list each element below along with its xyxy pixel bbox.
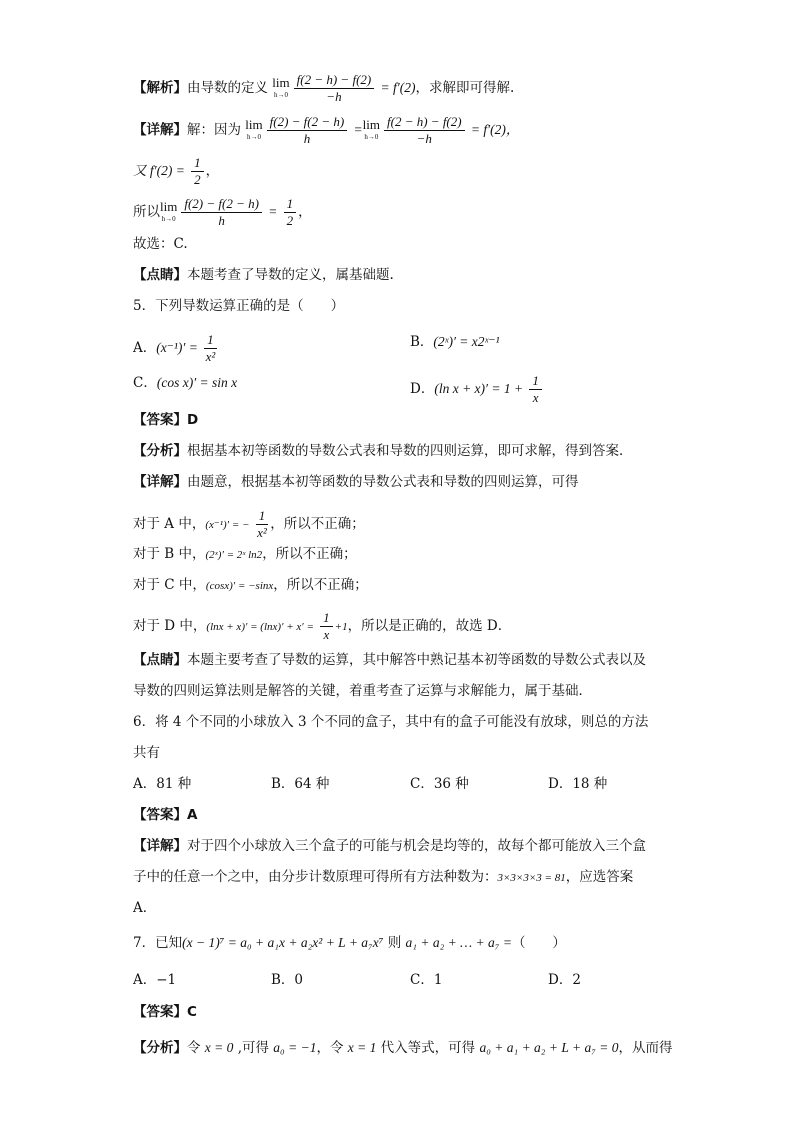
- analysis-tag: 【解析】: [133, 80, 187, 96]
- q6-answer: 【答案】A: [133, 807, 198, 823]
- p4-so-line: 所以 lim h→0 $\frac{f(2) - f(2 - h)}{h}$ = $\frac{1}{2}$ ，: [133, 196, 312, 228]
- q7-analysis: 【分析】令 x = 0 ,可得 a₀ = −1，令 x = 1 代入等式，可得 a₀ + a₁ + a₂ + L + a₇ = 0，从而得: [133, 1040, 673, 1056]
- q5-detail: 【详解】由题意，根据基本初等函数的导数公式表和导数的四则运算，可得: [133, 474, 579, 490]
- comment-tag: 【点睛】: [133, 267, 187, 283]
- q7-answer: 【答案】C: [133, 1004, 197, 1020]
- q6-detail-line2: 子中的任意一个之中，由分步计数原理可得所有方法种数为：3×3×3×3 = 81，应选答案: [133, 869, 634, 885]
- q6-option-b: B．64 种: [271, 776, 330, 792]
- q6-option-a: A．81 种: [133, 776, 192, 792]
- fraction: $\frac{1}{x}$: [320, 610, 333, 643]
- q5-detail-d: 对于 D 中，(lnx + x)′ = (lnx)′ + x′ = $\frac{1}{x}$ +1，所以是正确的，故选 D．: [133, 610, 512, 642]
- fraction: $\frac{1}{x}$: [529, 373, 542, 406]
- q7-option-b: B．0: [271, 972, 304, 988]
- p4-also-line: 又 f′(2) = $\frac{1}{2}$ ，: [133, 155, 220, 187]
- fraction: $\frac{1}{\text{x²}}$: [205, 332, 216, 364]
- fraction: $\frac{1}{\text{x²}}$: [257, 508, 267, 540]
- q5-comment-line1: 【点睛】本题主要考查了导数的运算，其中解答中熟记基本初等函数的导数公式表以及: [133, 652, 646, 668]
- fraction: $\frac{f(2) - f(2 - h)}{h}$: [181, 196, 262, 229]
- q7-option-a: A．−1: [133, 972, 177, 988]
- q5-analysis: 【分析】根据基本初等函数的导数公式表和导数的四则运算，即可求解，得到答案．: [133, 443, 633, 459]
- q5-option-d: D．(ln x + x)′ = 1 + $\frac{1}{x}$: [410, 373, 544, 406]
- q7-stem: 7．已知(x − 1)⁷ = a₀ + a₁x + a₂x² + L + a₇x⁷ 则 a₁ + a₂ + … + a₇ =（ ）: [133, 935, 566, 951]
- q5-detail-a: 对于 A 中，(x⁻¹)′ = − $\frac{1}{\text{x²}}$ ，所以不正确；: [133, 508, 365, 540]
- q7-option-c: C．1: [410, 972, 443, 988]
- q6-option-d: D．18 种: [548, 776, 608, 792]
- p4-choice: 故选：C.: [133, 236, 188, 252]
- p4-detail-line: 【详解】解：因为 lim h→0 $\frac{f(2) - f(2 - h)}{h}$ = lim h→0 $\frac{f(2 - h) - f(2)}{-h}$ = f′(2)，: [133, 114, 520, 146]
- q5-answer: 【答案】D: [133, 412, 199, 428]
- fraction: $\frac{f(2 - h) - f(2)}{-h}$: [294, 72, 375, 105]
- fraction: $\frac{f(2 - h) - f(2)}{-h}$: [384, 114, 465, 147]
- q5-detail-b: 对于 B 中，(2ˣ)′ = 2ˣ ln2，所以不正确；: [133, 546, 357, 562]
- q7-option-d: D．2: [548, 972, 581, 988]
- p4-analysis-line: 【解析】由导数的定义 lim h→0 $\frac{f(2 - h) - f(2)}{-h}$ = f′(2)，求解即可得解.: [133, 72, 515, 104]
- q5-stem: 5．下列导数运算正确的是（ ）: [133, 298, 345, 314]
- fraction: $\frac{1}{2}$: [191, 155, 204, 188]
- q6-detail-line1: 【详解】对于四个小球放入三个盒子的可能与机会是均等的，故每个都可能放入三个盒: [133, 838, 646, 854]
- q5-option-a: A．(x⁻¹)′ = $\frac{1}{\text{x²}}$: [133, 332, 216, 364]
- p4-comment: 【点睛】本题考查了导数的定义，属基础题.: [133, 267, 394, 283]
- q6-stem-line1: 6．将 4 个不同的小球放入 3 个不同的盒子，其中有的盒子可能没有放球，则总的方法: [133, 714, 649, 730]
- q5-detail-c: 对于 C 中，(cosx)′ = −sinx，所以不正确；: [133, 577, 368, 593]
- q6-detail-line3: A．: [133, 900, 157, 916]
- fraction: $\frac{1}{2}$: [284, 196, 297, 229]
- q5-option-c: C．(cos x)′ = sin x: [133, 375, 238, 391]
- q5-option-b: B．(2ˣ)′ = x2ˣ⁻¹: [410, 334, 500, 350]
- q6-option-c: C．36 种: [410, 776, 469, 792]
- q5-comment-line2: 导数的四则运算法则是解答的关键，着重考查了运算与求解能力，属于基础．: [133, 683, 592, 699]
- q6-stem-line2: 共有: [133, 745, 160, 761]
- detail-tag: 【详解】: [133, 122, 187, 138]
- fraction: $\frac{f(2) - f(2 - h)}{h}$: [267, 114, 348, 147]
